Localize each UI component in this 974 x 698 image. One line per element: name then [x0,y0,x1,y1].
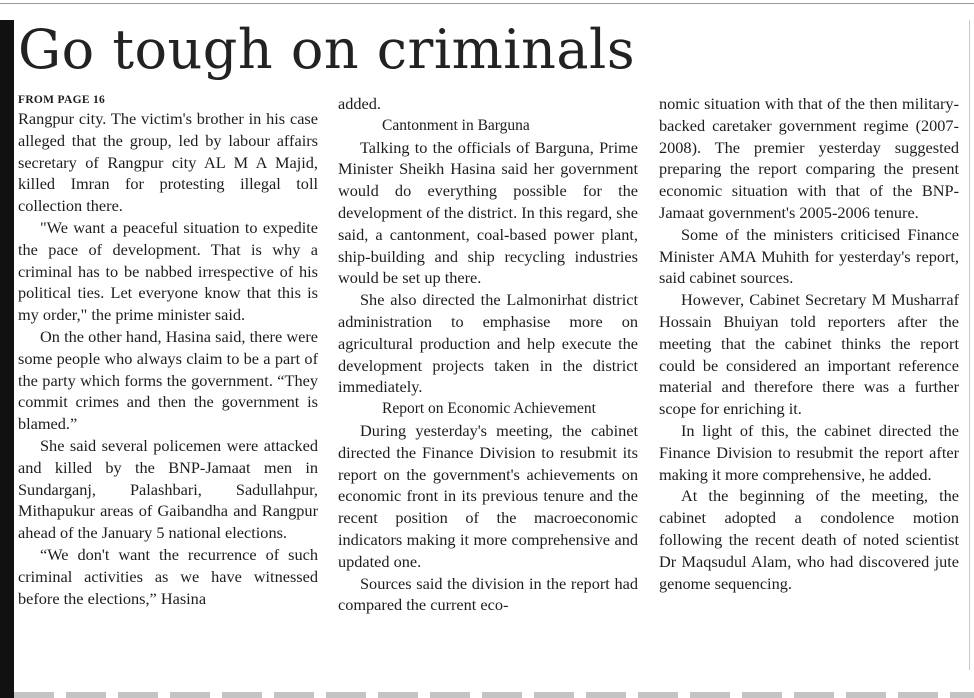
paragraph: nomic situation with that of the then military-backed caretaker government regime (2007-2008). The premier yesterday suggested preparing the report comparing the present economic situation with that of the BNP-Jamaat government's 2005-2006 tenure. [659,94,959,222]
paragraph: Talking to the officials of Barguna, Prime Minister Sheikh Hasina said her government would do everything possible for the development of the district. In this regard, she said, a cantonment, coal-based power plant, ship-building and ship recycling industries would be set up there. [338,137,638,288]
paragraph: During yesterday's meeting, the cabinet directed the Finance Division to resubmit its report on the government's achievements on economic front in its previous tenure and the recent position of the macroeconomic indicators making it more comprehensive and updated one. [338,420,638,571]
paragraph: At the beginning of the meeting, the cabinet adopted a condolence motion following the recent death of noted scientist Dr Maqsudul Alam, who had discovered jute genome sequencing. [659,486,959,593]
paragraph: Sources said the division in the report had compared the current eco- [338,573,638,615]
paragraph: She said several policemen were attacked and killed by the BNP-Jamaat men in Sundarganj, Palashbari, Sadullahpur, Mithapukur areas of Gaibandha and Rangpur ahead of the January 5 national elections. [18,435,318,543]
paragraph: In light of this, the cabinet directed the Finance Division to resubmit the report after making it more comprehensive, he added. [659,420,959,484]
subheading-barguna: Cantonment in Barguna [382,116,530,134]
paragraph: “We don't want the recurrence of such criminal activities as we have witnessed before the elections,” Hasina [18,544,318,608]
column-3 [659,93,959,594]
paragraph: She also directed the Lalmonirhat district administration to emphasise more on agricultural production and help execute the development projects taken in the district immediately. [338,290,638,397]
paragraph: "We want a peaceful situation to expedite the pace of development. That is why a criminal has to be nabbed irrespective of his political ties. Let everyone know that this is my order," the prime minister said. [18,217,318,325]
column-2 [338,93,638,616]
left-scan-edge [0,20,14,698]
paragraph: added. [338,94,381,113]
column-1 [18,93,318,609]
bottom-cut-text [14,692,974,698]
right-rule [969,20,970,670]
paragraph: However, Cabinet Secretary M Musharraf Hossain Bhuiyan told reporters after the meeting that the cabinet thinks the report could be considered an important reference material and therefore there was a further scope for enriching it. [659,290,959,419]
top-rule [0,3,974,4]
paragraph: Some of the ministers criticised Finance Minister AMA Muhith for yesterday's report, said cabinet sources. [659,224,959,288]
subheading-economic-report: Report on Economic Achievement [382,400,596,418]
headline: Go tough on criminals [18,18,636,81]
paragraph: Rangpur city. The victim's brother in his case alleged that the group, led by labour affairs secretary of Rangpur city AL M A Majid, killed Imran for protesting illegal toll collection there. [18,109,318,216]
paragraph: On the other hand, Hasina said, there were some people who always claim to be a part of the party which forms the government. “They commit crimes and then the government is blamed.” [18,326,318,434]
jump-line: FROM PAGE 16 [18,94,106,106]
